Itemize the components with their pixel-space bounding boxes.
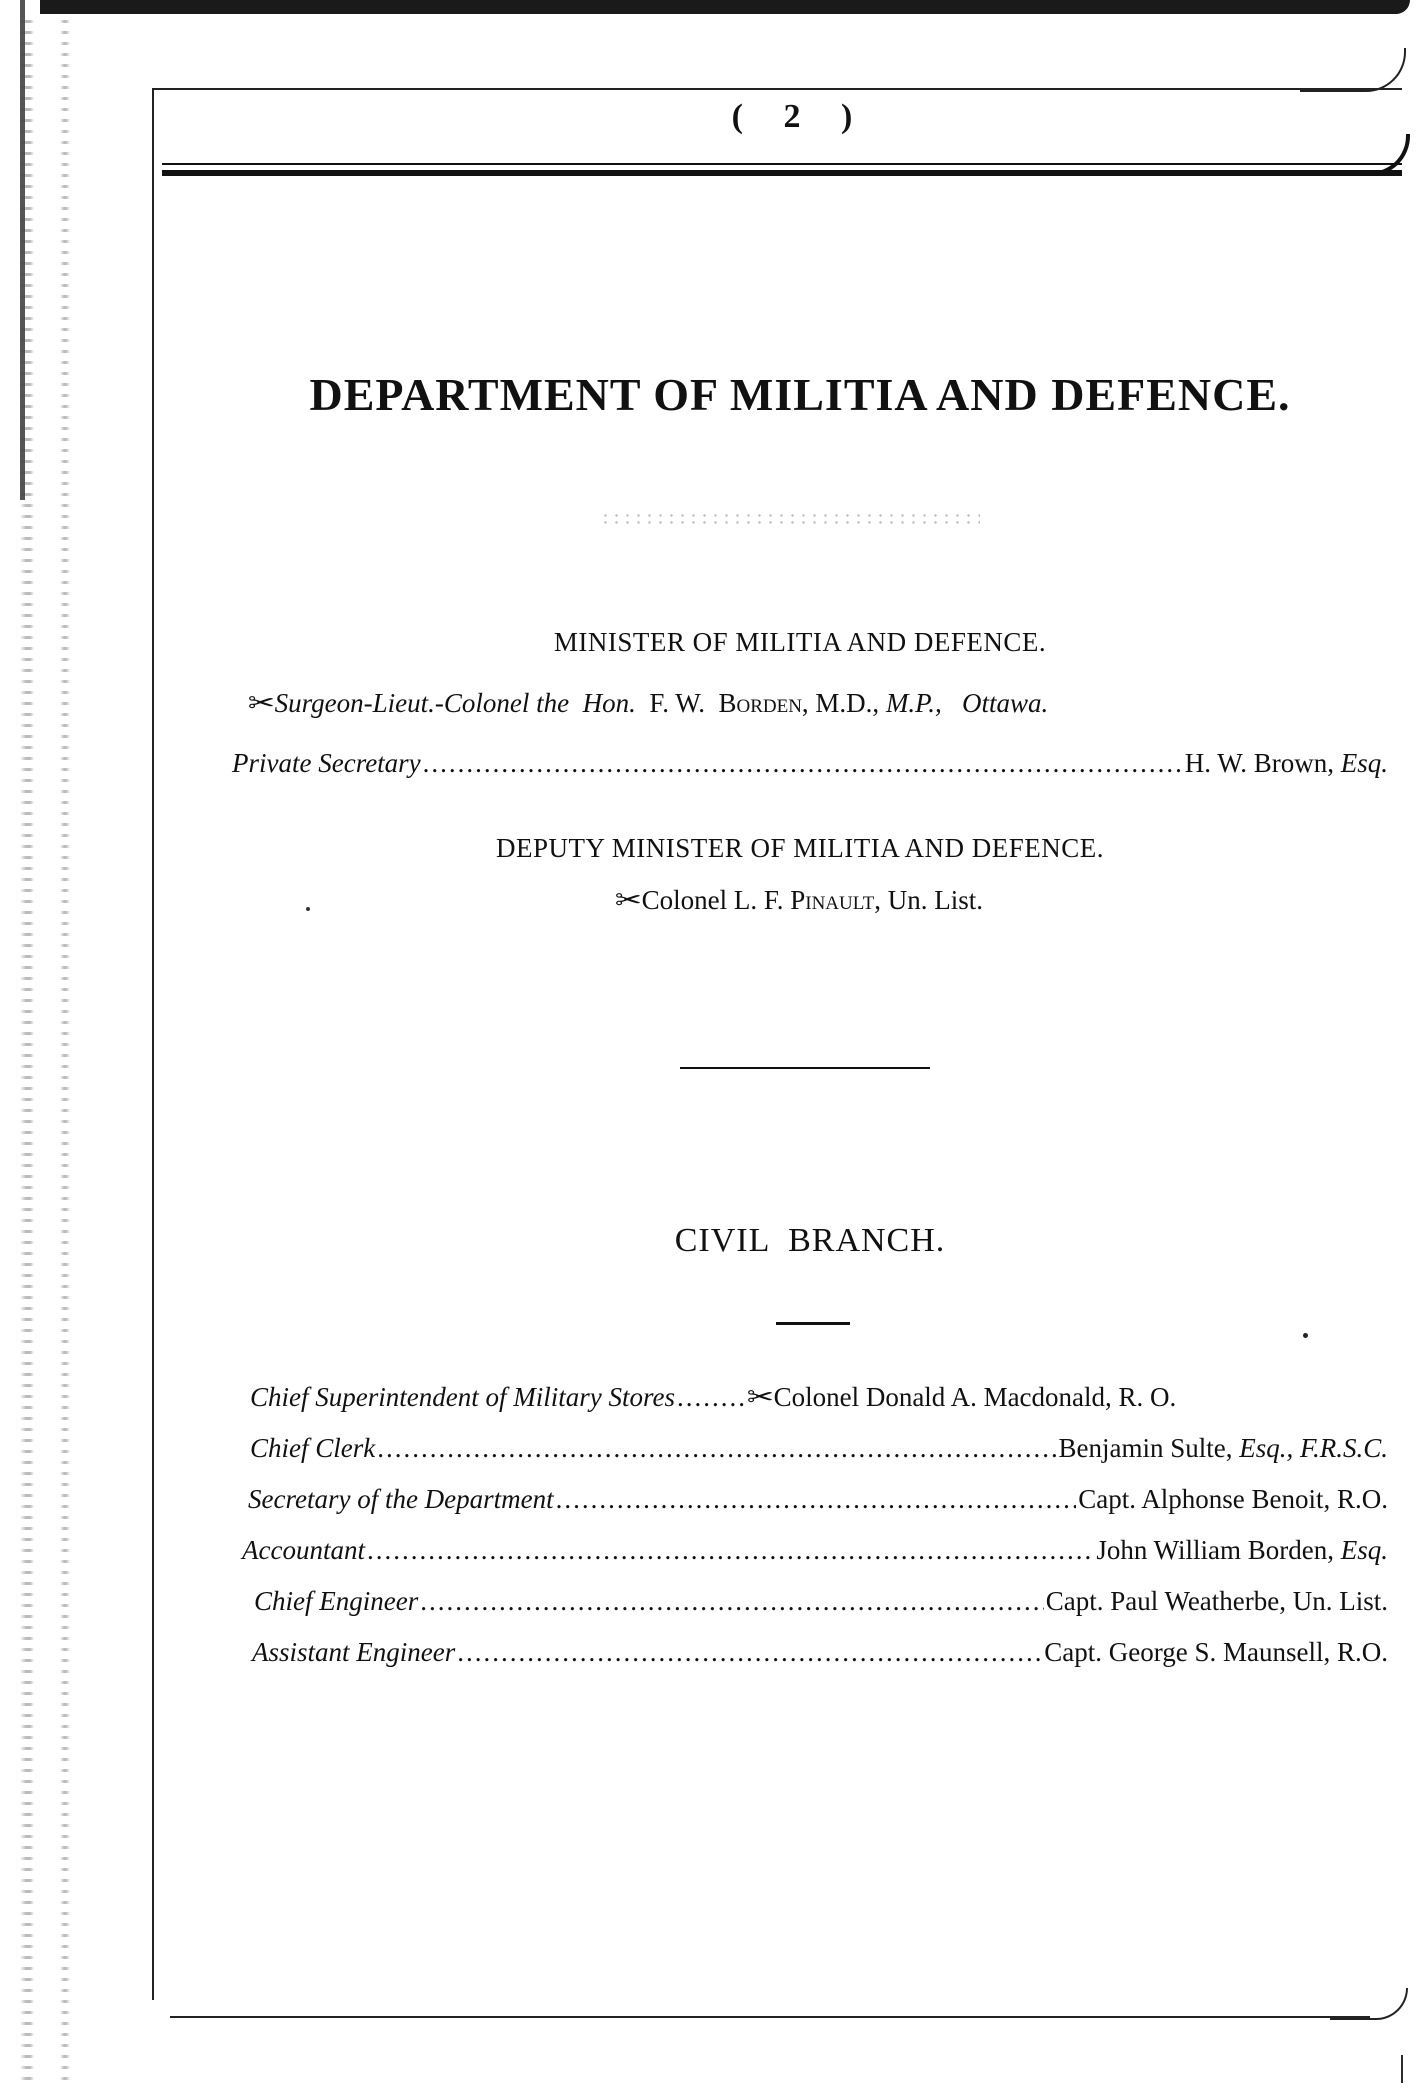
minister-initials: F. W. [649,688,705,718]
civil-entry-row [250,1382,1388,1413]
scissors-icon: ✂ [746,1382,774,1412]
minister-mp: M.P., [885,688,942,718]
civil-entry-name: Colonel Donald A. Macdonald, R. O. [773,1382,1177,1412]
civil-entry-row [254,1586,1388,1617]
civil-entry-label: Accountant [242,1535,365,1565]
header-rule-thick [162,170,1402,176]
civil-branch-heading: CIVIL BRANCH. [674,1222,946,1259]
civil-entry-value [1096,1535,1388,1566]
private-secretary-suffix: Esq. [1340,748,1388,778]
deputy-heading: DEPUTY MINISTER OF MILITIA AND DEFENCE. [496,833,1104,863]
minister-rank: Surgeon-Lieut.-Colonel the [274,688,570,718]
civil-entry-suffix: Esq. [1340,1535,1388,1565]
section-divider [680,1067,930,1069]
header-rule-thin [162,163,1402,165]
private-secretary-label: Private Secretary [232,748,421,778]
bottom-curve [1330,1988,1408,2020]
leader-dots [367,1535,1094,1566]
frame-top-curve [1300,48,1406,92]
private-secretary-row [232,748,1388,779]
ink-speck [1303,1333,1308,1338]
scissors-icon: ✂ [614,885,642,915]
minister-degrees: , M.D., [801,688,880,718]
bottom-rule [170,2016,1370,2018]
civil-entry-label: Chief Clerk [250,1433,376,1463]
civil-entry-label: Chief Engineer [254,1586,419,1616]
civil-entry-label: Assistant Engineer [252,1637,456,1667]
civil-entry-name: John William Borden, [1096,1535,1334,1565]
leader-dots [377,1433,1056,1464]
civil-entry-value [1059,1433,1389,1464]
corner-mark: ǀ [1398,2047,1407,2092]
civil-entry-value: Capt. Paul Weatherbe, Un. List. [1045,1586,1388,1616]
civil-entry-name: Benjamin Sulte, [1058,1433,1233,1463]
minister-place: Ottawa. [961,688,1049,718]
decorative-ornament [600,512,980,526]
leader-dots [556,1484,1077,1515]
civil-entry-row [248,1484,1388,1515]
leader-dots [420,1586,1044,1617]
page-top-edge [40,0,1410,14]
scissors-icon: ✂ [247,688,275,718]
civil-entry-value [746,1382,1177,1413]
page-number: ( 2 ) [731,98,869,135]
deputy-line [150,885,1425,916]
civil-entry-label: Chief Superintendent of Military Stores [250,1382,675,1412]
civil-entry-value: Capt. George S. Maunsell, R.O. [1044,1637,1388,1667]
minister-surname: Borden [718,688,802,718]
deputy-suffix: , Un. List. [874,885,983,915]
minister-heading: MINISTER OF MILITIA AND DEFENCE. [553,627,1047,657]
civil-entry-row [242,1535,1388,1566]
frame-top-rule [152,88,1402,90]
civil-entry-label: Secretary of the Department [248,1484,554,1514]
deputy-prefix: Colonel L. F. [641,885,784,915]
civil-entry-row [252,1637,1388,1668]
leader-dots [423,748,1183,779]
civil-branch-rule [776,1322,850,1325]
margin-specks [20,20,90,2080]
civil-entry-value: Capt. Alphonse Benoit, R.O. [1078,1484,1388,1514]
department-title: DEPARTMENT OF MILITIA AND DEFENCE. [309,369,1291,420]
minister-hon: Hon. [582,688,636,718]
civil-entry-suffix: Esq., F.R.S.C. [1239,1433,1388,1463]
private-secretary-name: H. W. Brown, [1184,748,1334,778]
leader-dots [677,1382,747,1413]
deputy-surname: Pinault [790,885,875,915]
private-secretary-value [1185,748,1388,779]
leader-dots [457,1637,1042,1668]
minister-line [247,688,1049,719]
civil-entry-row [250,1433,1388,1464]
ink-speck [306,907,310,911]
